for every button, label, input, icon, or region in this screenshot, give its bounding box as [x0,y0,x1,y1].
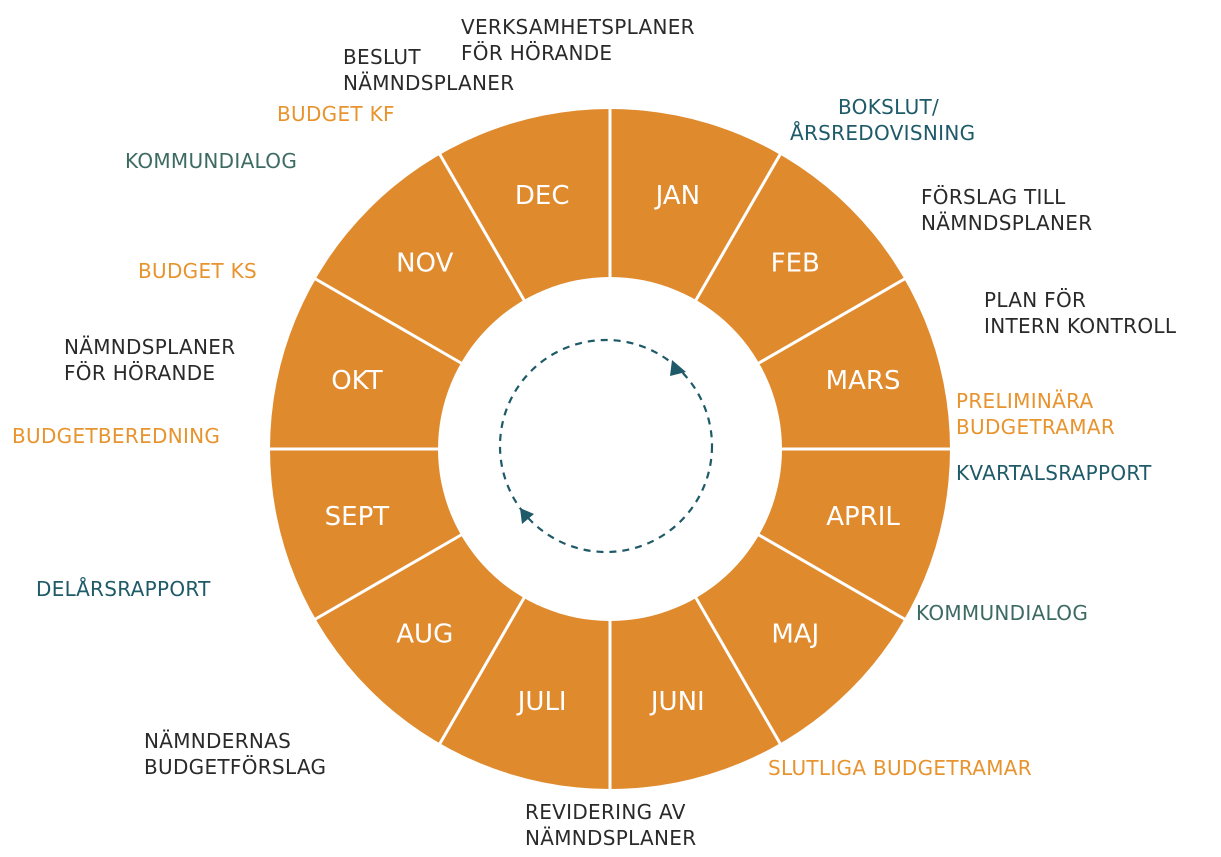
label-preliminara-budgetramar [956,388,1115,440]
label-kommundialog-top [125,148,297,174]
label-budget-kf [277,101,395,127]
label-line: ÅRSREDOVISNING [790,121,976,145]
label-budgetberedning [12,423,220,449]
label-plan-intern-kontroll [984,287,1176,339]
label-revidering-av-namndsplaner [525,799,696,851]
month-label-jan: JAN [655,180,701,211]
label-line: BUDGETFÖRSLAG [144,755,327,779]
label-line: NÄMNDSPLANER [525,826,697,850]
label-beslut-namndsplaner [343,44,514,96]
label-delarsrapport [36,576,211,602]
month-label-nov: NOV [396,248,454,279]
month-label-okt: OKT [331,366,383,397]
label-line: VERKSAMHETSPLANER [461,15,695,39]
inner-hole [438,277,782,621]
label-line: BUDGET KS [138,259,257,283]
label-budget-ks [138,258,257,284]
label-line: BOKSLUT/ [838,95,940,119]
label-line: REVIDERING AV [525,800,686,824]
month-label-april: APRIL [826,501,900,532]
label-line: SLUTLIGA BUDGETRAMAR [768,756,1032,780]
label-line: NÄMNDSPLANER [64,335,236,359]
label-line: KVARTALSRAPPORT [956,461,1152,485]
label-bokslut [790,94,975,146]
label-line: FÖR HÖRANDE [64,361,216,385]
label-kvartalsrapport [956,460,1152,486]
label-line: BUDGETRAMAR [956,415,1116,439]
label-line: KOMMUNDIALOG [916,601,1089,625]
label-line: PLAN FÖR [984,288,1087,312]
label-line: PRELIMINÄRA [956,389,1094,413]
month-label-juli: JULI [517,687,567,718]
label-line: BUDGETBEREDNING [12,424,221,448]
label-line: INTERN KONTROLL [984,314,1177,338]
label-forslag-till-namndsplaner [921,184,1092,236]
month-label-dec: DEC [514,180,570,211]
month-label-aug: AUG [396,619,454,650]
month-label-feb: FEB [770,248,820,279]
month-label-sept: SEPT [324,501,390,532]
month-label-juni: JUNI [650,687,705,718]
label-line: DELÅRSRAPPORT [36,577,211,601]
label-namndernas-budgetforslag [144,728,326,780]
month-label-maj: MAJ [771,619,820,650]
label-line: NÄMNDSPLANER [921,211,1093,235]
label-line: FÖRSLAG TILL [921,185,1066,209]
label-namndsplaner-for-horande [64,334,235,386]
label-line: BESLUT [343,45,421,69]
label-line: FÖR HÖRANDE [461,41,613,65]
label-line: NÄMNDERNAS [144,729,292,753]
month-label-mars: MARS [825,366,901,397]
label-line: NÄMNDSPLANER [343,71,515,95]
label-kommundialog-right [916,600,1088,626]
label-slutliga-budgetramar [768,755,1032,781]
label-line: BUDGET KF [277,102,395,126]
label-line: KOMMUNDIALOG [125,149,298,173]
